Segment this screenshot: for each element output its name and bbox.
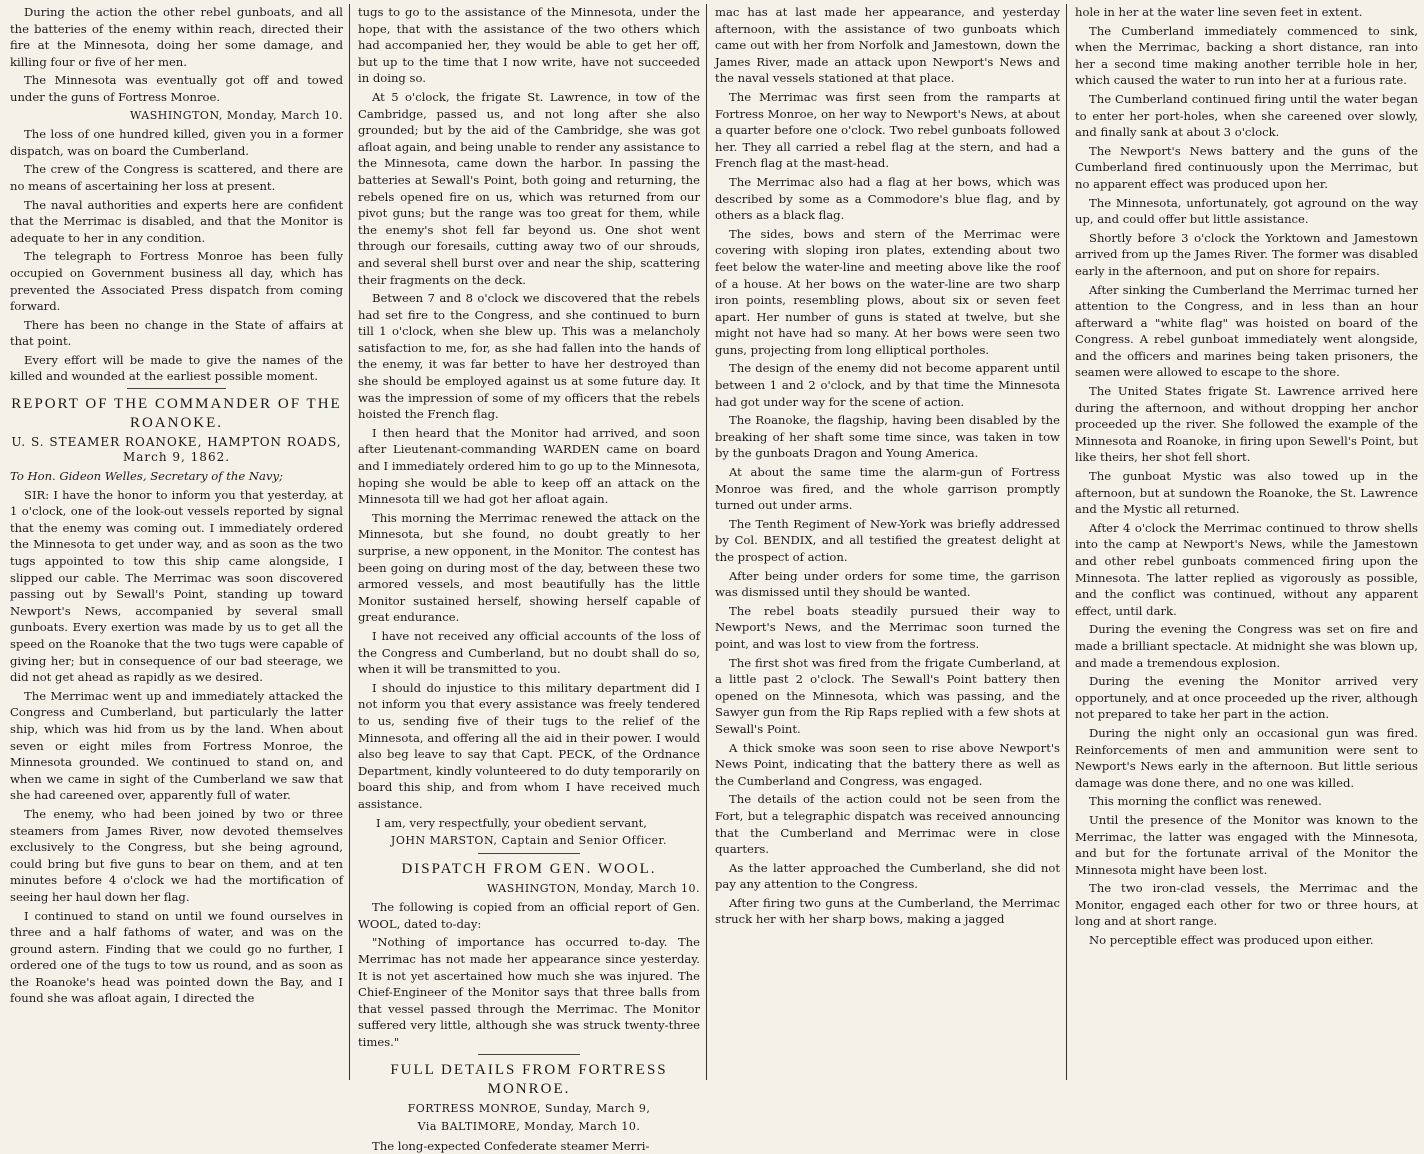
paragraph: The Minnesota was eventually got off and towed under the guns of Fortress Monroe.	[10, 73, 343, 104]
paragraph: SIR: I have the honor to inform you that yesterday, at 1 o'clock, one of the look-out vessels reported by signal that the enemy was coming out. I immediately ordered the Minnesota to get under way, and as soon as the two tugs appointed to tow this ship came alongside, I slipped our cable. The Merrimac was soon discovered passing out by Sewall's Point, standing up toward Newport's News, accompanied by several small gunboats. Every exertion was made by us to get all the speed on the Roanoke that the two tugs were capable of giving her; but in consequence of our bad steerage, we did not get ahead as rapidly as we desired.	[10, 487, 343, 685]
section-heading: FULL DETAILS FROM FORTRESS MONROE.	[390, 1061, 668, 1097]
salutation: To Hon. Gideon Welles, Secretary of the Navy;	[10, 469, 283, 484]
paragraph: The telegraph to Fortress Monroe has been fully occupied on Government business all day, which has prevented the Associated Press dispatch from coming forward.	[10, 249, 343, 314]
dateline: WASHINGTON, Monday, March 10.	[130, 108, 343, 122]
paragraph: Between 7 and 8 o'clock we discovered that the rebels had set fire to the Congress, and she continued to burn till 1 o'clock, when she blew up. This was a melancholy satisfaction to me, for, as she had fallen into the hands of the enemy, it was far better to have her destroyed than she should be employed against us at some future day. It was the impression of some of my officers that the rebels hoisted the French flag.	[358, 291, 700, 422]
paragraph: hole in her at the water line seven feet in extent.	[1075, 5, 1363, 19]
divider	[478, 1054, 581, 1055]
paragraph: The United States frigate St. Lawrence arrived here during the afternoon, and without dropping her anchor proceeded up the river. She followed the example of the Minnesota and Roanoke, in firing upon Sewell's Point, but like theirs, her shot fell short.	[1075, 384, 1418, 465]
paragraph: The crew of the Congress is scattered, and there are no means of ascertaining her loss at present.	[10, 162, 343, 193]
paragraph: After firing two guns at the Cumberland, the Merrimac struck her with her sharp bows, making a jagged	[715, 895, 1060, 927]
paragraph: Until the presence of the Monitor was known to the Merrimac, the latter was engaged with the Minnesota, and but for the fortunate arrival of the Monitor the Minnesota might have been lost.	[1075, 812, 1418, 877]
paragraph: The rebel boats steadily pursued their way to Newport's News, and the Merrimac soon turned the point, and was lost to view from the fortress.	[715, 603, 1060, 651]
paragraph: This morning the conflict was renewed.	[1089, 794, 1322, 809]
paragraph: During the evening the Monitor arrived very opportunely, and at once proceeded up the river, although not prepared to take her part in the action.	[1075, 674, 1418, 722]
paragraph: The following is copied from an official report of Gen. WOOL, dated to-day:	[358, 900, 700, 931]
paragraph: At about the same time the alarm-gun of Fortress Monroe was fired, and the whole garrison promptly turned out under arms.	[715, 465, 1060, 513]
divider	[478, 853, 581, 854]
paragraph: During the night only an occasional gun was fired. Reinforcements of men and ammunition were sent to Newport's News early in the afternoon. But little serious damage was done there, and no one was killed.	[1075, 725, 1418, 790]
quoted-report: "Nothing of importance has occurred to-day. The Merrimac has not made her appearance since yesterday. It is not yet ascertained how much she was injured. The Chief-Engineer of the Monitor says that three balls from that vessel passed through the Merrimac. The Monitor suffered very little, although she was struck twenty-three times."	[358, 935, 700, 1050]
column-1	[4, 4, 350, 1080]
paragraph: I then heard that the Monitor had arrived, and soon after Lieutenant-commanding WARDEN came on board and I immediately ordered him to go up to the Minnesota, hoping she would be able to keep off an attack on the Minnesota till we had got her afloat again.	[358, 425, 700, 507]
paragraph: The design of the enemy did not become apparent until between 1 and 2 o'clock, and by that time the Minnesota had got under way for the scene of action.	[715, 361, 1060, 409]
paragraph: The Merrimac also had a flag at her bows, which was described by some as a Commodore's blue flag, and by others as a black flag.	[715, 174, 1060, 223]
paragraph: The first shot was fired from the frigate Cumberland, at a little past 2 o'clock. The Sewall's Point battery then opened on the Minnesota, which was passing, and the Sawyer gun from the Rip Raps replied with a few shots at Sewall's Point.	[715, 655, 1060, 736]
paragraph: The sides, bows and stern of the Merrimac were covering with sloping iron plates, extending about two feet below the water-line and meeting above like the roof of a house. At her bows on the water-line are two sharp iron points, resembling plows, about six or seven feet apart. Her number of guns is stated at twelve, but she might not have had so many. At her bows were seen two guns, projecting from long elliptical portholes.	[715, 226, 1060, 357]
paragraph: I should do injustice to this military department did I not inform you that every assistance was freely tendered to us, sending five of their tugs to the relief of the Minnesota, and offering all the aid in their power. I would also beg leave to say that Capt. PECK, of the Ordnance Department, kindly volunteered to do duty temporarily on board this ship, and from whom I have received much assistance.	[358, 680, 700, 811]
paragraph: The Cumberland continued firing until the water began to enter her port-holes, when she careened over slowly, and finally sank at about 3 o'clock.	[1075, 91, 1418, 140]
paragraph: The two iron-clad vessels, the Merrimac and the Monitor, engaged each other for two or three hours, at long and at short range.	[1075, 881, 1418, 929]
paragraph: mac has at last made her appearance, and yesterday afternoon, with the assistance of two gunboats which came out with her from Norfolk and Jamestown, down the James River, made an attack upon Newport's News and the naval vessels stationed at that place.	[715, 5, 1060, 86]
column-4	[1069, 4, 1424, 1080]
divider	[127, 388, 227, 389]
paragraph: The Roanoke, the flagship, having been disabled by the breaking of her shaft some time since, was taken in tow by the gunboats Dragon and Young America.	[715, 413, 1060, 461]
paragraph: During the action the other rebel gunboats, and all the batteries of the enemy within reach, directed their fire at the Minnesota, doing her some damage, and killing four or five of her men.	[10, 5, 343, 69]
dateline: U. S. STEAMER ROANOKE, HAMPTON ROADS, March 9, 1862.	[11, 435, 342, 465]
paragraph: The gunboat Mystic was also towed up in the afternoon, but at sundown the Roanoke, the St. Lawrence and the Mystic all returned.	[1075, 469, 1418, 517]
dateline: Via BALTIMORE, Monday, March 10.	[417, 1120, 641, 1134]
paragraph: The Merrimac went up and immediately attacked the Congress and Cumberland, but particularly the latter ship, which was hid from us by the land. When about seven or eight miles from Fortress Monroe, the Minnesota grounded. We continued to stand on, and when we came in sight of the Cumberland we saw that she had careened over, apparently full of water.	[10, 688, 343, 803]
paragraph: The Minnesota, unfortunately, got aground on the way up, and could offer but little assistance.	[1075, 195, 1418, 227]
paragraph: The Tenth Regiment of New-York was briefly addressed by Col. BENDIX, and all testified the greatest delight at the prospect of action.	[715, 516, 1060, 564]
paragraph: I have not received any official accounts of the loss of the Congress and Cumberland, but no doubt shall do so, when it will be transmitted to you.	[358, 628, 700, 677]
paragraph: tugs to go to the assistance of the Minnesota, under the hope, that with the assistance of the two others which had accompanied her, they would be able to get her off, but up to the time that I now write, have not succeeded in doing so.	[358, 5, 700, 86]
section-heading: REPORT OF THE COMMANDER OF THE ROANOKE.	[11, 396, 342, 432]
paragraph: The enemy, who had been joined by two or three steamers from James River, now devoted themselves exclusively to the Congress, but she being aground, could bring but five guns to bear on them, and at ten minutes before 4 o'clock we had the mortification of seeing her haul down her flag.	[10, 806, 343, 904]
paragraph: As the latter approached the Cumberland, she did not pay any attention to the Congress.	[715, 860, 1060, 892]
paragraph: The Cumberland immediately commenced to sink, when the Merrimac, backing a short distance, ran into her a second time making another terrible hole in her, which caused the water to run into her at a furious rate.	[1075, 23, 1418, 88]
paragraph: At 5 o'clock, the frigate St. Lawrence, in tow of the Cambridge, passed us, and not long after she also grounded; but by the aid of the Cambridge, she was got afloat again, and being unable to render any assistance to the Minnesota, came down the harbor. In passing the batteries at Sewall's Point, both going and returning, the rebels opened fire on us, which was returned from our pivot guns; but the range was too great for them, while the enemy's shot fell far beyond us. One shot went through our foresails, cutting away two of our shrouds, and several shell burst over and near the ship, scattering their fragments on the deck.	[358, 89, 700, 287]
paragraph: No perceptible effect was produced upon either.	[1089, 933, 1374, 948]
paragraph: There has been no change in the State of affairs at that point.	[10, 317, 343, 349]
paragraph: The loss of one hundred killed, given you in a former dispatch, was on board the Cumberland.	[10, 127, 343, 158]
paragraph: The long-expected Confederate steamer Merri-	[372, 1138, 650, 1153]
dateline: WASHINGTON, Monday, March 10.	[487, 881, 700, 895]
paragraph: I continued to stand on until we found ourselves in three and a half fathoms of water, and was on the ground astern. Finding that we could go no further, I ordered one of the tugs to tow us round, and as soon as the Roanoke's head was pointed down the Bay, and I found she was afloat again, I directed the	[10, 908, 343, 1006]
column-2	[352, 4, 707, 1153]
paragraph: After sinking the Cumberland the Merrimac turned her attention to the Congress, and in less than an hour afterward a "white flag" was hoisted on board of the Congress. A rebel gunboat immediately went alongside, and the officers and marines being taken prisoners, the seamen were allowed to escape to the shore.	[1075, 282, 1418, 380]
paragraph: The Merrimac was first seen from the ramparts at Fortress Monroe, on her way to Newport's News, at about a quarter before one o'clock. Two rebel gunboats followed her. They all carried a rebel flag at the stern, and had a French flag at the mast-head.	[715, 89, 1060, 171]
paragraph: This morning the Merrimac renewed the attack on the Minnesota, but she found, no doubt greatly to her surprise, a new opponent, in the Monitor. The contest has been going on during most of the day, between these two armored vessels, and most beautifully has the little Monitor sustained herself, showing herself capable of great endurance.	[358, 510, 700, 625]
paragraph: After 4 o'clock the Merrimac continued to throw shells into the camp at Newport's News, while the Jamestown and other rebel gunboats commenced firing upon the Minnesota. The latter replied as vigorously as possible, and the conflict was continued, without any apparent effect, until dark.	[1075, 520, 1418, 618]
paragraph: A thick smoke was soon seen to rise above Newport's News Point, indicating that the battery there as well as the Cumberland and Congress, was engaged.	[715, 740, 1060, 788]
paragraph: Every effort will be made to give the names of the killed and wounded at the earliest possible moment.	[10, 352, 343, 384]
paragraph: After being under orders for some time, the garrison was dismissed until they should be wanted.	[715, 568, 1060, 600]
paragraph: The Newport's News battery and the guns of the Cumberland fired continuously upon the Merrimac, but no apparent effect was produced upon her.	[1075, 143, 1418, 191]
signature-closing: I am, very respectfully, your obedient servant,	[376, 815, 647, 830]
section-heading: DISPATCH FROM GEN. WOOL.	[401, 860, 657, 877]
column-3	[709, 4, 1067, 1080]
paragraph: The naval authorities and experts here are confident that the Merrimac is disabled, and that the Monitor is adequate to her in any condition.	[10, 197, 343, 245]
paragraph: During the evening the Congress was set on fire and made a brilliant spectacle. At midnight she was blown up, and made a tremendous explosion.	[1075, 622, 1418, 670]
dateline: FORTRESS MONROE, Sunday, March 9,	[407, 1101, 651, 1115]
signature-name: JOHN MARSTON, Captain and Senior Officer.	[390, 834, 668, 848]
paragraph: Shortly before 3 o'clock the Yorktown and Jamestown arrived from up the James River. The former was disabled early in the afternoon, and put on shore for repairs.	[1075, 230, 1418, 278]
paragraph: The details of the action could not be seen from the Fort, but a telegraphic dispatch was received announcing that the Cumberland and Merrimac were in close quarters.	[715, 792, 1060, 857]
